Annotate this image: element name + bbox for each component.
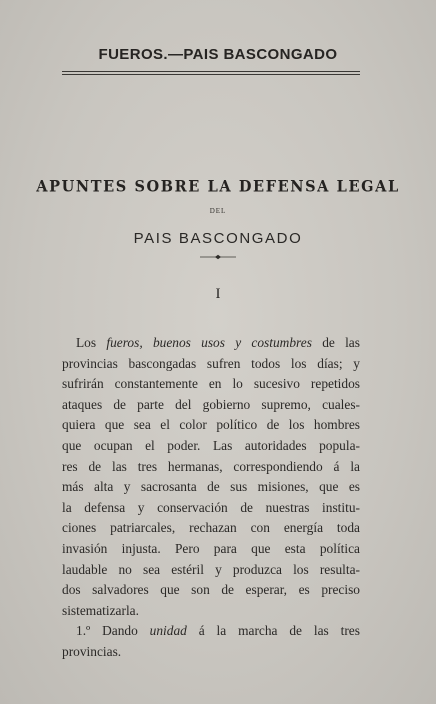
title-connector: DEL xyxy=(209,207,227,215)
paragraph-line: más alta y sacrosanta de sus misiones, que es xyxy=(62,479,360,495)
paragraph-line: invasión injusta. Pero para que esta política xyxy=(62,540,360,556)
paragraph-line: dos salvadores que son de esperar, es preciso xyxy=(62,582,360,598)
paragraph-line: laudable no sea estéril y produzca los resulta- xyxy=(62,561,360,577)
paragraph-line: provincias bascongadas sufren todos los días; y xyxy=(62,355,360,371)
ornament-divider-icon xyxy=(200,254,236,260)
header-rule-top xyxy=(62,71,360,72)
paragraph-line: 1.º Dando unidad á la marcha de las tres xyxy=(76,623,360,639)
paragraph-line: quiera que sea el color político de los hombres xyxy=(62,417,360,433)
body-text xyxy=(62,333,360,663)
chapter-subtitle: PAIS BASCONGADO xyxy=(133,230,303,247)
paragraph-line: ciones patriarcales, rechazan con energía toda xyxy=(62,520,360,536)
paragraph-line: la defensa y conservación de nuestras institu- xyxy=(62,499,360,515)
paragraph-line: provincias. xyxy=(62,643,122,659)
paragraph-line: sistematizarla. xyxy=(62,602,139,618)
running-head: FUEROS.—PAIS BASCONGADO xyxy=(98,46,338,63)
chapter-title: APUNTES SOBRE LA DEFENSA LEGAL xyxy=(36,176,400,197)
header-rule-bottom xyxy=(62,74,360,75)
paragraph-line: ataques de parte del gobierno supremo, cuales- xyxy=(62,396,360,412)
paragraph-line: sufrirán constantemente en lo sucesivo repetidos xyxy=(62,376,360,392)
paragraph-line: res de las tres hermanas, correspondiendo á la xyxy=(62,458,360,474)
paragraph-line: Los fueros, buenos usos y costumbres de las xyxy=(76,335,360,350)
paragraph-line: que ocupan el poder. Las autoridades popula- xyxy=(62,437,360,453)
section-number: I xyxy=(215,286,221,302)
